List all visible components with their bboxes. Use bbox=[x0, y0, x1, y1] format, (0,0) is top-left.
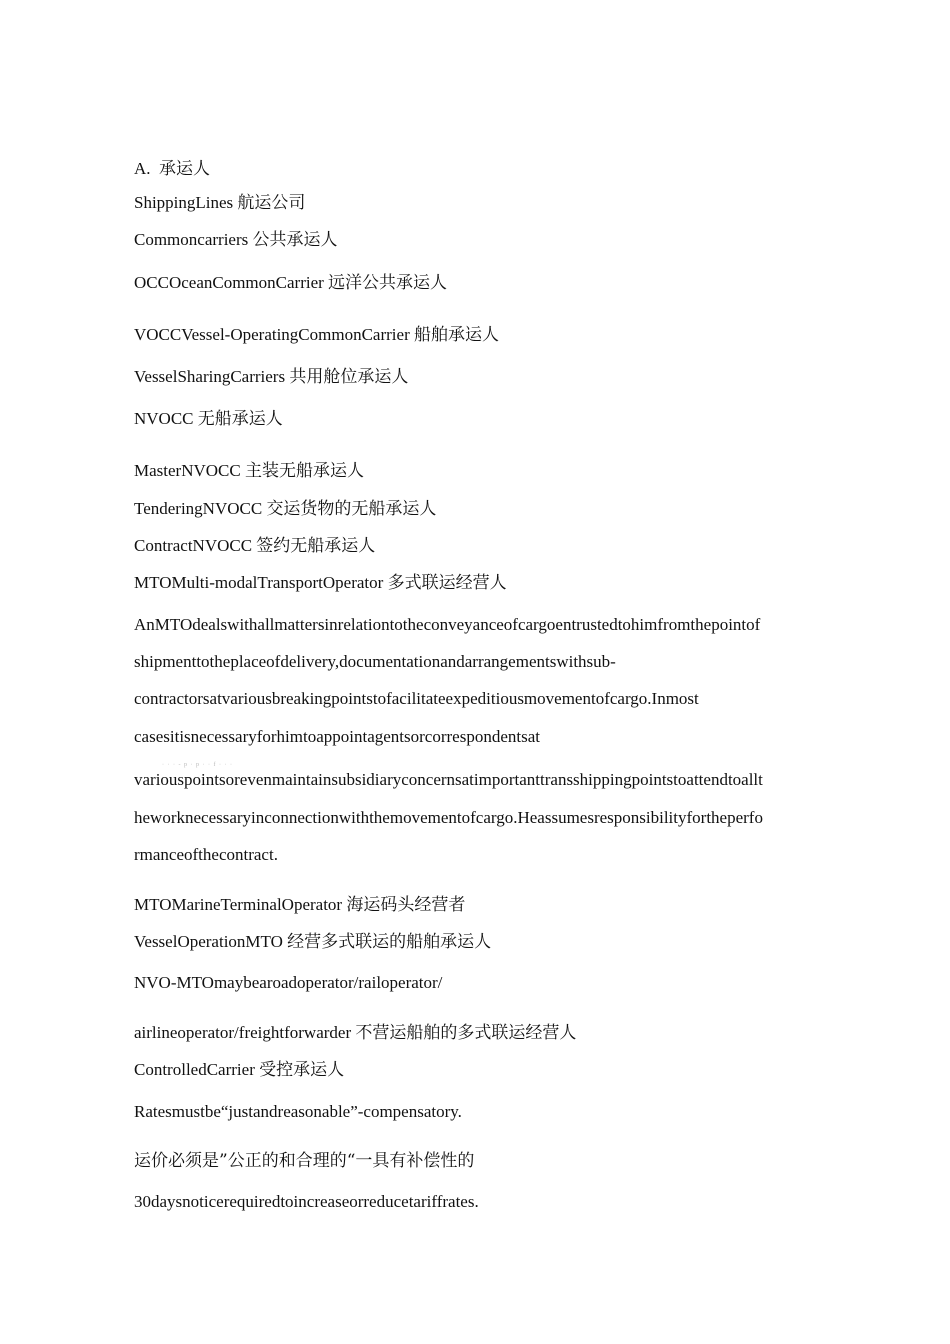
line-en: VOCCVessel-OperatingCommonCarrier bbox=[134, 325, 410, 344]
line-zh: 多式联运经营人 bbox=[387, 573, 507, 593]
line-en: AnMTOdealswithallmattersinrelationtotheconveyanceofcargoentrustedtohimfromthepointof bbox=[134, 615, 761, 634]
paragraph-line bbox=[134, 726, 540, 748]
text-line bbox=[134, 1022, 576, 1044]
text-line bbox=[134, 894, 465, 916]
text-line bbox=[134, 229, 338, 251]
line-en: airlineoperator/freightforwarder bbox=[134, 1023, 352, 1042]
paragraph-line bbox=[134, 651, 616, 673]
line-zh: 共用舱位承运人 bbox=[289, 367, 409, 387]
line-en: casesitisnecessaryforhimtoappointagentsorcorrespondentsat bbox=[134, 727, 540, 746]
text-line bbox=[134, 1150, 474, 1172]
line-en: Commoncarriers bbox=[134, 230, 249, 249]
line-en: ControlledCarrier bbox=[134, 1060, 255, 1079]
line-zh: 签约无船承运人 bbox=[256, 536, 376, 556]
line-en: ContractNVOCC bbox=[134, 536, 253, 555]
line-en: NVOCC bbox=[134, 409, 194, 428]
text-line bbox=[134, 366, 408, 388]
line-zh: 公共承运人 bbox=[252, 230, 338, 250]
line-zh: 承运人 bbox=[159, 159, 211, 179]
line-en: MasterNVOCC bbox=[134, 461, 241, 480]
text-line bbox=[134, 498, 436, 520]
line-en: MTOMarineTerminalOperator bbox=[134, 895, 343, 914]
line-zh: 运价必须是”公正的和合理的“一具有补偿性的 bbox=[134, 1151, 475, 1171]
paragraph-line bbox=[134, 769, 763, 791]
line-zh: 经营多式联运的船舶承运人 bbox=[287, 932, 492, 952]
paragraph-line bbox=[134, 807, 763, 829]
text-line bbox=[134, 972, 442, 994]
line-zh: 无船承运人 bbox=[197, 409, 283, 429]
line-zh: 受控承运人 bbox=[259, 1060, 345, 1080]
line-zh: 主装无船承运人 bbox=[244, 461, 364, 481]
text-line bbox=[134, 408, 283, 430]
line-en: heworknecessaryinconnectionwiththemovementofcargo.Heassumesresponsibilityfortheperfo bbox=[134, 808, 763, 827]
text-line bbox=[134, 460, 364, 482]
text-line bbox=[134, 1059, 344, 1081]
line-en: Ratesmustbe“justandreasonable”-compensatory. bbox=[134, 1102, 462, 1121]
line-en: NVO-MTOmaybearoadoperator/railoperator/ bbox=[134, 973, 443, 992]
text-line bbox=[134, 535, 375, 557]
paragraph-line bbox=[134, 688, 699, 710]
line-en: TenderingNVOCC bbox=[134, 499, 263, 518]
text-line bbox=[134, 272, 447, 294]
line-en: VesselSharingCarriers bbox=[134, 367, 286, 386]
line-en: VesselOperationMTO bbox=[134, 932, 283, 951]
text-line bbox=[134, 1191, 479, 1213]
paragraph-line bbox=[134, 614, 760, 636]
line-zh: 航运公司 bbox=[237, 193, 306, 213]
line-en: variouspointsorevenmaintainsubsidiaryconcernsatimportanttransshippingpointstoattendtoallt bbox=[134, 770, 763, 789]
line-zh: 交运货物的无船承运人 bbox=[266, 499, 437, 519]
line-en: MTOMulti-modalTransportOperator bbox=[134, 573, 384, 592]
faint-mark: · · · - p · p · · f · · · bbox=[162, 762, 233, 768]
text-line bbox=[134, 1101, 462, 1123]
text-line bbox=[134, 931, 491, 953]
line-en: ShippingLines bbox=[134, 193, 234, 212]
line-zh: 海运码头经营者 bbox=[346, 895, 466, 915]
text-line bbox=[134, 158, 210, 180]
text-line bbox=[134, 192, 305, 214]
line-zh: 不营运船舶的多式联运经营人 bbox=[355, 1023, 577, 1043]
line-en: A. bbox=[134, 159, 151, 178]
text-line bbox=[134, 324, 499, 346]
paragraph-line bbox=[134, 844, 278, 866]
line-en: 30daysnoticerequiredtoincreaseorreducetariffrates. bbox=[134, 1192, 479, 1211]
text-line bbox=[134, 572, 507, 594]
line-en: shipmenttotheplaceofdelivery,documentationandarrangementswithsub- bbox=[134, 652, 616, 671]
line-en: rmanceofthecontract. bbox=[134, 845, 278, 864]
line-zh: 远洋公共承运人 bbox=[328, 273, 448, 293]
line-en: contractorsatvariousbreakingpointstofacilitateexpeditiousmovementofcargo.Inmost bbox=[134, 689, 699, 708]
line-en: OCCOceanCommonCarrier bbox=[134, 273, 324, 292]
line-zh: 船舶承运人 bbox=[413, 325, 499, 345]
